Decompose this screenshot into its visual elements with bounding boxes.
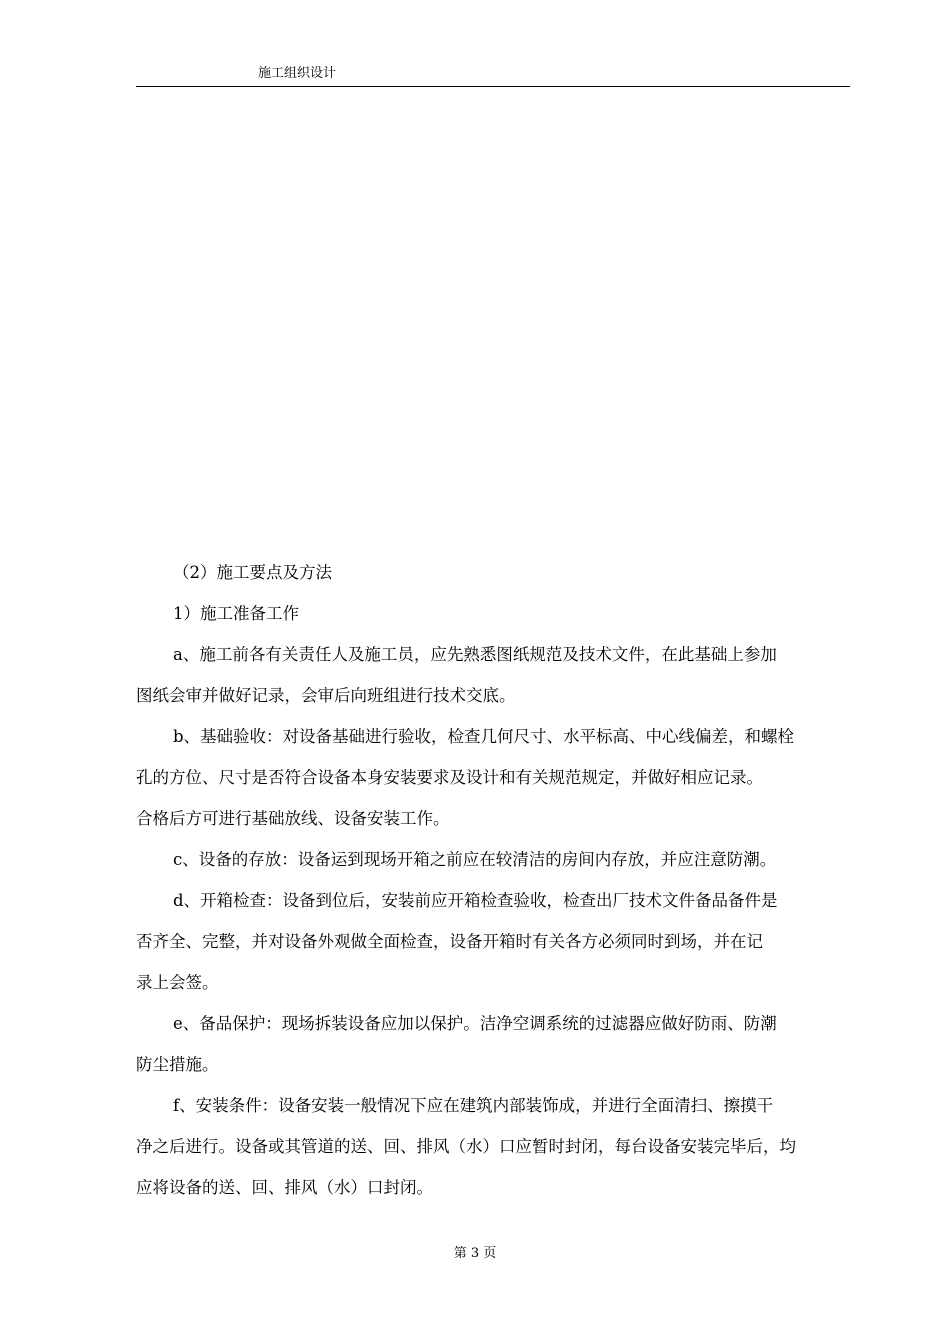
paragraph-line: 合格后方可进行基础放线、设备安装工作。 xyxy=(136,809,450,828)
paragraph-line: 图纸会审并做好记录，会审后向班组进行技术交底。 xyxy=(136,686,516,705)
page-number: 第 3 页 xyxy=(453,1246,497,1261)
paragraph-f xyxy=(136,1090,852,1213)
paragraph-c xyxy=(136,844,852,885)
paragraph-line: 应将设备的送、回、排风（水）口封闭。 xyxy=(136,1178,433,1197)
paragraph-e xyxy=(136,1008,852,1090)
document-body xyxy=(136,557,852,1213)
paragraph-line: 否齐全、完整，并对设备外观做全面检查，设备开箱时有关各方必须同时到场，并在记 xyxy=(136,932,763,951)
paragraph-line: f、安装条件：设备安装一般情况下应在建筑内部装饰成，并进行全面清扫、擦摸干 xyxy=(173,1096,774,1115)
paragraph-line: 净之后进行。设备或其管道的送、回、排风（水）口应暂时封闭，每台设备安装完毕后，均 xyxy=(136,1137,796,1156)
paragraph-a xyxy=(136,639,852,721)
section-subheading: 1）施工准备工作 xyxy=(173,604,299,623)
header-title: 施工组织设计 xyxy=(258,66,337,81)
paragraph-line: a、施工前各有关责任人及施工员，应先熟悉图纸规范及技术文件，在此基础上参加 xyxy=(173,645,777,664)
paragraph-line: 防尘措施。 xyxy=(136,1055,219,1074)
paragraph-line: c、设备的存放：设备运到现场开箱之前应在较清洁的房间内存放，并应注意防潮。 xyxy=(173,850,777,869)
section-heading: （2）施工要点及方法 xyxy=(173,563,332,582)
page-header xyxy=(136,62,850,87)
paragraph-line: b、基础验收：对设备基础进行验收，检查几何尺寸、水平标高、中心线偏差，和螺栓 xyxy=(173,727,795,746)
paragraph-line: 录上会签。 xyxy=(136,973,219,992)
paragraph-b xyxy=(136,721,852,844)
paragraph-line: 孔的方位、尺寸是否符合设备本身安装要求及设计和有关规范规定，并做好相应记录。 xyxy=(136,768,763,787)
paragraph-d xyxy=(136,885,852,1008)
paragraph-line: e、备品保护：现场拆装设备应加以保护。洁净空调系统的过滤器应做好防雨、防潮 xyxy=(173,1014,777,1033)
paragraph-line: d、开箱检查：设备到位后，安装前应开箱检查验收，检查出厂技术文件备品备件是 xyxy=(173,891,778,910)
